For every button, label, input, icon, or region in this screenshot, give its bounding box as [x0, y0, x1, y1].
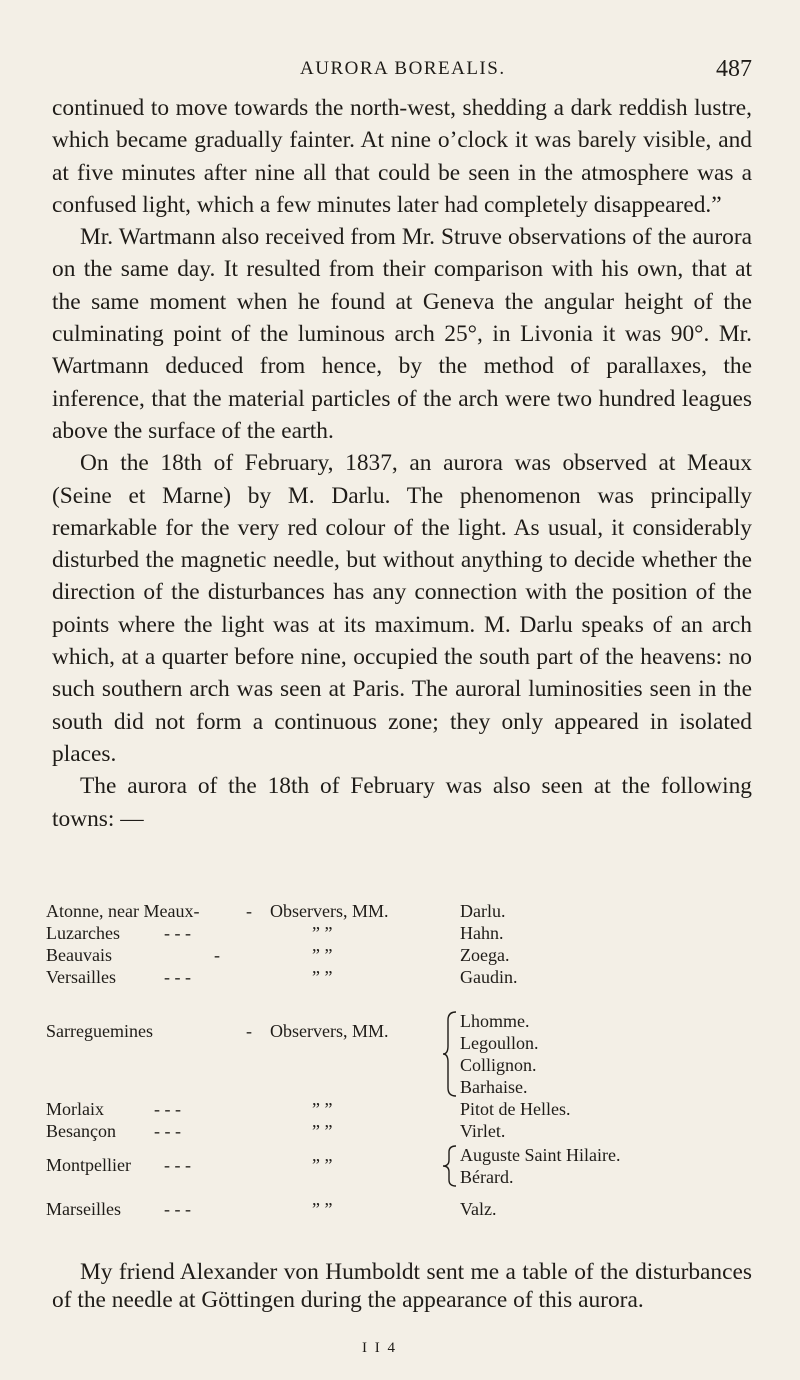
running-title: AURORA BOREALIS.: [300, 58, 506, 79]
closing-paragraph: [52, 1258, 752, 1314]
town-name: Luzarches: [46, 923, 120, 943]
observer-name: Darlu.: [460, 901, 506, 921]
ditto-marks: ” ”: [312, 1199, 333, 1219]
observer-name: Bérard.: [460, 1167, 514, 1187]
town-name: Morlaix: [46, 1099, 104, 1119]
town-name: Sarreguemines: [46, 1021, 153, 1041]
observer-name: Pitot de Helles.: [460, 1099, 571, 1119]
ditto-marks: ” ”: [312, 945, 333, 965]
observer-name: Zoega.: [460, 945, 510, 965]
town-name: Montpellier: [46, 1155, 131, 1175]
town-name: Atonne, near Meaux-: [46, 901, 200, 921]
paragraph: My friend Alexander von Humboldt sent me a table of the disturbances of the needle at Göttingen during the appearance of this aurora.: [52, 1259, 752, 1313]
observer-name: Hahn.: [460, 923, 504, 943]
leader-dash: - - -: [164, 967, 191, 987]
ditto-marks: ” ”: [312, 1099, 333, 1119]
observer-name: Legoullon.: [460, 1033, 539, 1053]
leader-dash: -: [214, 945, 220, 965]
leader-dash: -: [246, 901, 252, 921]
signature-mark: I I 4: [362, 1340, 397, 1356]
ditto-marks: ” ”: [312, 1121, 333, 1141]
paragraph: Mr. Wartmann also received from Mr. Struve observations of the aurora on the same day. It resulted from their comparison with his own, that at the same moment when he found at Geneva the angular height of the culminating point of the luminous arch 25°, in Livonia it was 90°. Mr. Wartmann deduced from hence, by the method of parallaxes, the inference, that the material particles of the arch were two hundred leagues above the surface of the earth.: [52, 224, 752, 444]
observer-name: Virlet.: [460, 1121, 506, 1141]
brace-icon: [442, 1010, 458, 1098]
observers-label: Observers, MM.: [270, 901, 389, 921]
leader-dash: - - -: [154, 1099, 181, 1119]
observers-label: Observers, MM.: [270, 1021, 389, 1041]
leader-dash: -: [246, 1021, 252, 1041]
paragraph: continued to move towards the north-west, shedding a dark reddish lustre, which became gradually fainter. At nine o’clock it was barely visible, and at five minutes after nine all that could be seen in the atmosphere was a confused light, which a few minutes later had completely disappeared.”: [52, 95, 752, 218]
observer-name: Auguste Saint Hilaire.: [460, 1145, 621, 1165]
body-text: [52, 92, 752, 835]
observer-name: Barhaise.: [460, 1077, 528, 1097]
running-head: [0, 52, 800, 86]
observer-name: Valz.: [460, 1199, 497, 1219]
town-name: Marseilles: [46, 1199, 121, 1219]
paragraph: On the 18th of February, 1837, an aurora was observed at Meaux (Seine et Marne) by M. Darlu. The phenomenon was principally remarkable for the very red colour of the light. As usual, it considerably disturbed the magnetic needle, but without anything to decide whether the direction of the disturbances has any connection with the position of the points where the light was at its maximum. M. Darlu speaks of an arch which, at a quarter before nine, occupied the south part of the heavens: no such southern arch was seen at Paris. The auroral luminosities seen in the south did not form a continuous zone; they only appeared in isolated places.: [52, 450, 752, 767]
page-number: 487: [716, 56, 752, 82]
town-name: Beauvais: [46, 945, 112, 965]
ditto-marks: ” ”: [312, 967, 333, 987]
ditto-marks: ” ”: [312, 1155, 333, 1175]
town-name: Besançon: [46, 1121, 116, 1141]
paragraph: The aurora of the 18th of February was also seen at the following towns: —: [52, 773, 752, 832]
leader-dash: - - -: [164, 1155, 191, 1175]
leader-dash: - - -: [164, 1199, 191, 1219]
ditto-marks: ” ”: [312, 923, 333, 943]
town-name: Versailles: [46, 967, 116, 987]
brace-icon: [442, 1144, 458, 1188]
observer-name: Lhomme.: [460, 1011, 530, 1031]
leader-dash: - - -: [164, 923, 191, 943]
leader-dash: - - -: [154, 1121, 181, 1141]
observer-name: Collignon.: [460, 1055, 537, 1075]
observer-name: Gaudin.: [460, 967, 518, 987]
